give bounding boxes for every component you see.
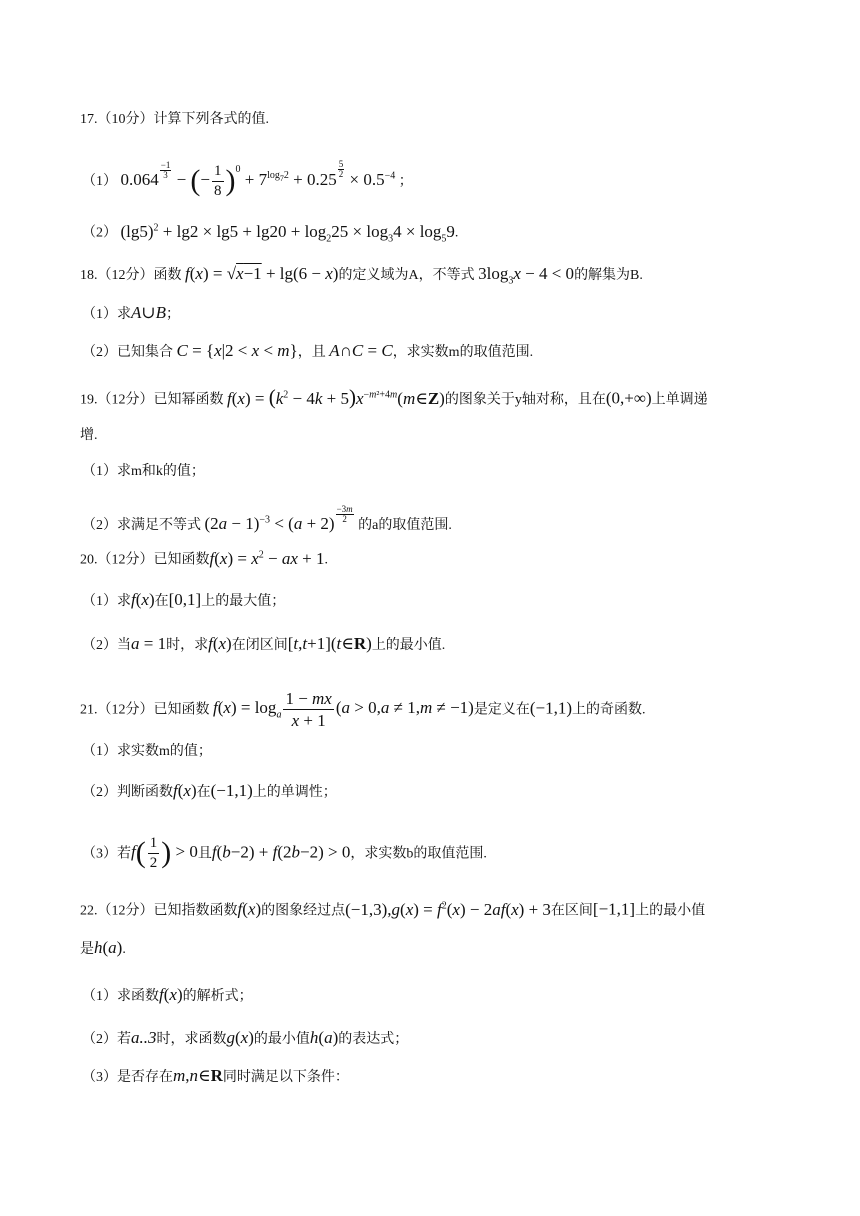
q21-interval: (−1,1) (529, 698, 573, 718)
q18-union: A∪B (131, 303, 167, 322)
q20-interval: [0,1] (168, 590, 202, 609)
q17-part2: （2） $(\lg 5)^2 + \lg 2 \times \lg 5 + \lg 20 + \log_225 \times \log_34 \times \log_59$. (82, 221, 459, 245)
q22-g: g(x) (226, 1028, 254, 1047)
q22-heading: 22.（12分）已知指数函数f(x)的图象经过点$(-1,3),g(x) = f^2(x) - 2af(x) + 3$在区间[−1,1]上的最小值 (80, 899, 706, 919)
q18-function: f(x) = √x−1 + lg(6 − x) (185, 264, 339, 283)
q20-heading: 20.（12分）已知函数$f(x) = x^2$ − ax + 1. (80, 548, 328, 568)
q22-mn-set: m,n∈R (173, 1066, 223, 1085)
q20-fx: f(x) (131, 590, 155, 609)
q17-part1: （1） 0.064 $\frac{-1}{3}$ − (− $\frac{1}{8}$ )$^0 + 7^{log_72} + 0.25$ $\frac{5}{2}$ × $0.5^{-4}$ ； (82, 159, 413, 199)
q18-part2: （2）已知集合 C = {x|2 < x < m}，且 A∩C = C，求实数m的取值范围. (82, 341, 534, 360)
q18-part1: （1）求A∪B； (82, 303, 181, 322)
q22-point-and-g: $(-1,3),g(x) = f^2(x) - 2af(x) + 3$ (345, 899, 551, 919)
q21-interval-2: (−1,1) (210, 781, 253, 800)
q18-inequality: $3\log_3x - 4 < 0$ (478, 264, 575, 287)
q21-function: $f(x) = \log_a$ $\frac{1 - mx}{x + 1}$ (a > 0,a ≠ 1,m ≠ −1) (213, 689, 474, 730)
q20-part2: （2）当a = 1时，求f(x)在闭区间[t,t+1](t∈R)上的最小值. (82, 634, 446, 653)
q21-fx: f(x) (173, 781, 197, 800)
q20-part1: （1）求f(x)在[0,1]上的最大值； (82, 590, 286, 609)
q22-condition: a..3 (131, 1028, 157, 1047)
q19-interval: (0,+∞) (605, 388, 652, 408)
q22-fx: f(x) (237, 899, 262, 919)
q19-part2: （2）求满足不等式 $(2a - 1)^{-3} < (a + 2)$ $\frac{-3m}{2}$ 的a的取值范围. (82, 504, 452, 534)
q22-fx-2: f(x) (159, 985, 183, 1004)
q17-part2-expression: $(\lg 5)^2 + \lg 2 \times \lg 5 + \lg 20 + \log_225 \times \log_34 \times \log_59$ (120, 221, 455, 245)
q20-function: $f(x) = x^2$ − ax + 1 (209, 548, 325, 568)
q18-set-c: C = {x|2 < x < m} (176, 341, 298, 360)
q21-heading: 21.（12分）已知函数 $f(x) = \log_a$ $\frac{1 - mx}{x + 1}$ (a > 0,a ≠ 1,m ≠ −1)是定义在(−1,1)上的奇函数. (80, 689, 646, 730)
q21-condition-2: f(b−2) + f(2b−2) > 0 (211, 842, 351, 862)
q17-heading: 17.（10分）计算下列各式的值. (80, 112, 269, 127)
q21-part2: （2）判断函数f(x)在(−1,1)上的单调性； (82, 781, 337, 800)
q22-h: h(a) (94, 938, 123, 957)
q18-heading: 18.（12分）函数 f(x) = √x−1 + lg(6 − x)的定义域为A，不等式 $3\log_3x - 4 < 0$的解集为B. (80, 264, 643, 287)
q21-part1: （1）求实数m的值； (82, 744, 212, 759)
q21-condition-1: f( $\frac{1}{2}$ ) > 0 (131, 835, 198, 871)
q22-heading-cont: 是h(a). (80, 938, 126, 957)
q22-interval: [−1,1] (592, 899, 636, 919)
q22-part2: （2）若a..3时，求函数g(x)的最小值h(a)的表达式； (82, 1028, 409, 1047)
q22-part3: （3）是否存在m,n∈R同时满足以下条件： (82, 1066, 349, 1085)
q19-inequality: $(2a - 1)^{-3} < (a + 2)$ $\frac{-3m}{2}$ (204, 504, 353, 534)
q22-h-2: h(a) (309, 1028, 339, 1047)
q19-heading-cont: 增. (80, 428, 98, 443)
q19-part1: （1）求m和k的值； (82, 464, 205, 479)
q19-heading: 19.（12分）已知幂函数 $f(x) = (k^2 - 4k$ + $5)x^{-m^2+4m}(m\in Z)$的图象关于y轴对称，且在(0,+∞)上单调递 (80, 384, 708, 409)
q20-condition: a = 1 (131, 634, 167, 653)
q22-part1: （1）求函数f(x)的解析式； (82, 985, 253, 1004)
q21-part3: （3）若f( $\frac{1}{2}$ ) > 0且f(b−2) + f(2b−2) > 0，求实数b的取值范围. (82, 835, 487, 871)
q20-closed-interval: [t,t+1](t∈R) (287, 634, 372, 653)
q20-fx-2: f(x) (208, 634, 232, 653)
q18-condition: A∩C = C (329, 341, 393, 360)
q19-function: $f(x) = (k^2 - 4k$ + $5)x^{-m^2+4m}(m\in Z)$ (227, 384, 445, 409)
q17-part1-expression: 0.064 $\frac{-1}{3}$ − (− $\frac{1}{8}$ )$^0 + 7^{log_72} + 0.25$ $\frac{5}{2}$ × $0.5^{-4}$ (120, 159, 396, 199)
